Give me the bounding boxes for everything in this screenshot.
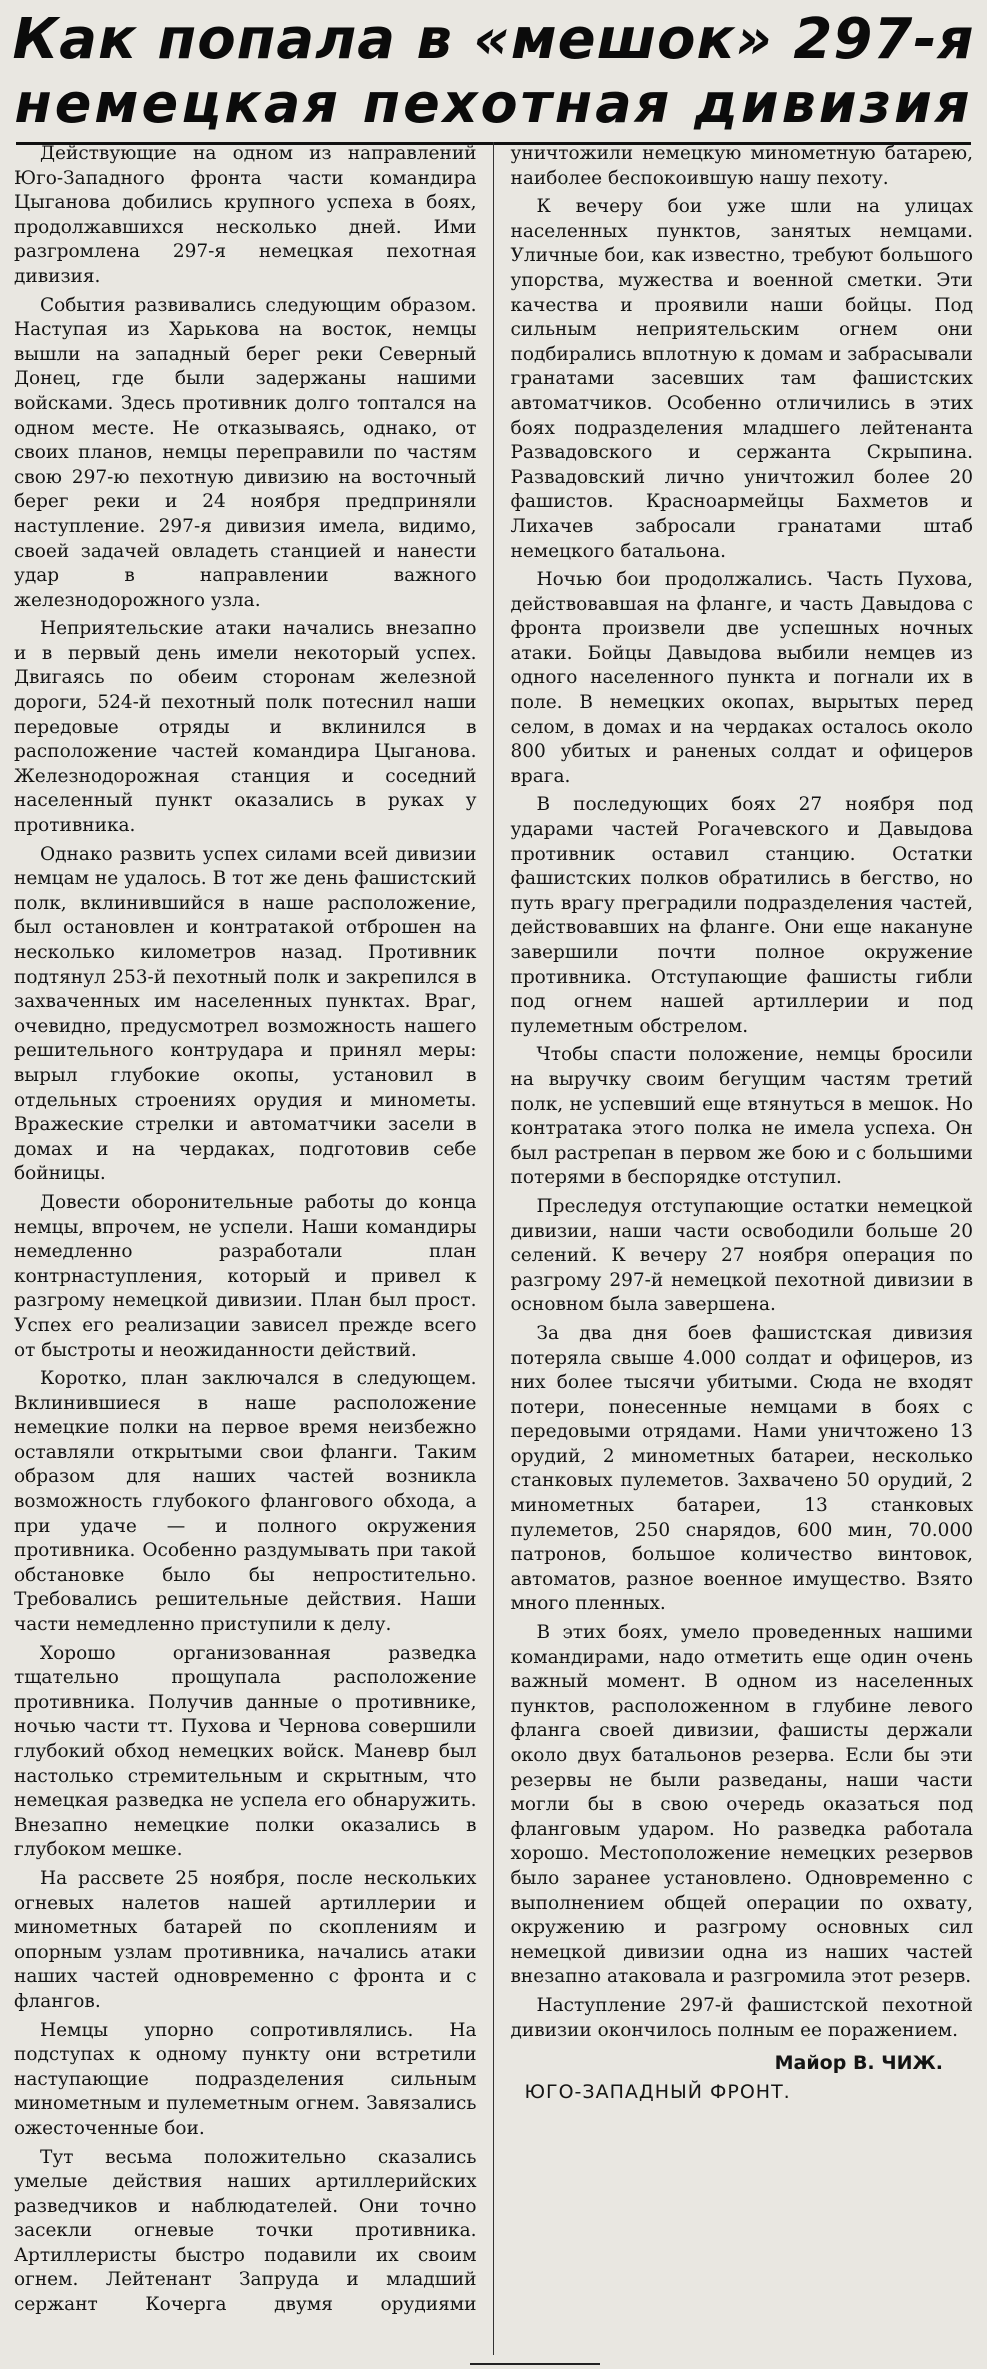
paragraph: Чтобы спасти положение, немцы бросили на выручку своим бегущим частям третий полк, не успевший еще втянуться в мешок. Но контратака этого полка не имела успеха. Он был растрепан в первом же бою и с большими потерями в беспорядке отступил. [510, 1044, 973, 1189]
paragraph: Довести оборонительные работы до конца немцы, впрочем, не успели. Наши командиры немедленно разработали план контрнаступления, который и привел к разгрому немецкой дивизии. План был прост. Успех его реализации зависел прежде всего от быстроты и неожиданности действий. [14, 1191, 477, 1361]
paragraph: Наступление 297-й фашистской пехотной дивизии окончилось полным ее поражением. [510, 1994, 973, 2041]
paragraph: Коротко, план заключался в следующем. Вклинившиеся в наше расположение немецкие полки на первое время неизбежно оставляли открытыми свои фланги. Таким образом для наших частей возникла возможность глубокого флангового обхода, а при удаче — и полного окружения противника. Особенно раздумывать при такой обстановке было бы непростительно. Требовались решительные действия. Наши части немедленно приступили к делу. [14, 1368, 477, 1636]
dateline-place: ЮГО-ЗАПАДНЫЙ ФРОНТ. [524, 2081, 791, 2104]
paragraph: События развивались следующим образом. Наступая из Харькова на восток, немцы вышли на западный берег реки Северный Донец, где были задержаны нашими войсками. Здесь противник долго топтался на одном месте. Не отказываясь, однако, от своих планов, немцы переправили по частям свою 297-ю пехотную дивизию на восточный берег реки и 24 ноября предприняли наступление. 297-я дивизия имела, видимо, своей задачей овладеть станцией и нанести удар в направлении важного железнодорожного узла. [14, 294, 477, 611]
paragraph: На рассвете 25 ноября, после нескольких огневых налетов нашей артиллерии и минометных батарей по скоплениям и опорным узлам противника, начались атаки наших частей одновременно с фронта и с флангов. [14, 1867, 477, 2012]
paragraph: В последующих боях 27 ноября под ударами частей Рогачевского и Давыдова противник оставил станцию. Остатки фашистских полков обратились в бегство, но путь врагу преградили подразделения частей, действовавших на фланге. Они еще накануне завершили почти полное окружение противника. Отступающие фашисты гибли под огнем нашей артиллерии и под пулеметным обстрелом. [510, 794, 973, 1037]
paragraph: Ночью бои продолжались. Часть Пухова, действовавшая на фланге, и часть Давыдова с фронта произвели две успешных ночных атаки. Бойцы Давыдова выбили немцев из одного населенного пункта и погнали их в поле. В немецких окопах, вырытых перед селом, в домах и на чердаках осталось около 800 убитых и раненых солдат и офицеров врага. [510, 569, 973, 787]
paragraph: Тут весьма положительно сказались умелые действия наших артиллерийских разведчиков и наблюдателей. Они точно засекли огневые точки противника. Артиллеристы быстро подавили их своим огнем. Лейтенант Запруда и младший сержант Кочерга двумя орудиями уничтожили немецкую минометную батарею, наиболее беспокоившую нашу пехоту. [14, 143, 973, 2316]
footer-rule [470, 2363, 600, 2365]
paragraph: К вечеру бои уже шли на улицах населенных пунктов, занятых немцами. Уличные бои, как известно, требуют большого упорства, мужества и военной сметки. Эти качества и проявили наши бойцы. Под сильным неприятельским огнем они подбирались вплотную к домам и забрасывали гранатами засевших там фашистских автоматчиков. Особенно отличились в этих боях подразделения младшего лейтенанта Развадовского и сержанта Скрыпина. Развадовский лично уничтожил более 20 фашистов. Красноармейцы Бахметов и Лихачев забросали гранатами штаб немецкого батальона. [510, 196, 973, 562]
article-body [14, 142, 973, 2355]
headline-line-2: немецкая пехотная дивизия [14, 72, 973, 135]
paragraph: За два дня боев фашистская дивизия потеряла свыше 4.000 солдат и офицеров, из них более тысячи убитыми. Сюда не входят потери, понесенные немцами в боях с передовыми отрядами. Нами уничтожено 13 орудий, 2 минометных батареи, несколько станковых пулеметов. Захвачено 50 орудий, 2 минометных батареи, 13 станковых пулеметов, 250 снарядов, 600 мин, 70.000 патронов, большое количество винтовок, автоматов, разное военное имущество. Взято много пленных. [510, 1322, 973, 1615]
author-byline: Майор В. ЧИЖ. [774, 2052, 943, 2075]
paragraph: В этих боях, умело проведенных нашими командирами, надо отметить еще один очень важный момент. В одном из населенных пунктов, расположенном в глубине левого фланга своей дивизии, фашисты держали около двух батальонов резерва. Если бы эти резервы не были разведаны, наши части могли бы в свою очередь оказаться под фланговым ударом. Но разведка работала хорошо. Местоположение немецких резервов было заранее установлено. Одновременно с выполнением общей операции по охвату, окружению и разгрому основных сил немецкой дивизии одна из наших частей внезапно атаковала и разгромила этот резерв. [510, 1622, 973, 1988]
headline-line-1: Как попала в «мешок» 297-я [12, 7, 975, 72]
paragraph: Действующие на одном из направлений Юго-Западного фронта части командира Цыганова добились крупного успеха в боях, продолжавшихся несколько дней. Ими разгромлена 297-я немецкая пехотная дивизия. [14, 143, 477, 287]
paragraph: Немцы упорно сопротивлялись. На подступах к одному пункту они встретили наступающие подразделения сильным минометным и пулеметным огнем. Завязались ожесточенные бои. [14, 2019, 477, 2139]
article-headline [12, 0, 975, 136]
paragraph: Преследуя отступающие остатки немецкой дивизии, наши части освободили больше 20 селений. К вечеру 27 ноября операция по разгрому 297-й немецкой пехотной дивизии в основном была завершена. [510, 1195, 973, 1316]
paragraph: Хорошо организованная разведка тщательно прощупала расположение противника. Получив данные о противнике, ночью части тт. Пухова и Чернова совершили глубокий обход немецких войск. Маневр был настолько стремительным и скрытным, что немецкая разведка не успела его обнаружить. Внезапно немецкие полки оказались в глубоком мешке. [14, 1642, 477, 1861]
paragraph: Неприятельские атаки начались внезапно и в первый день имели некоторый успех. Двигаясь по обеим сторонам железной дороги, 524-й пехотный полк потеснил наши передовые отряды и вклинился в расположение частей командира Цыганова. Железнодорожная станция и соседний населенный пункт оказались в руках у противника. [14, 618, 477, 837]
paragraph: Однако развить успех силами всей дивизии немцам не удалось. В тот же день фашистский полк, вклинившийся в наше расположение, был остановлен и контратакой отброшен на несколько километров назад. Противник подтянул 253-й пехотный полк и закрепился в захваченных им населенных пунктах. Враг, очевидно, предусмотрел возможность нашего решительного контрудара и принял меры: вырыл глубокие окопы, установил в отдельных строениях орудия и минометы. Вражеские стрелки и автоматчики засели в домах и на чердаках, подготовив себе бойницы. [14, 843, 477, 1185]
